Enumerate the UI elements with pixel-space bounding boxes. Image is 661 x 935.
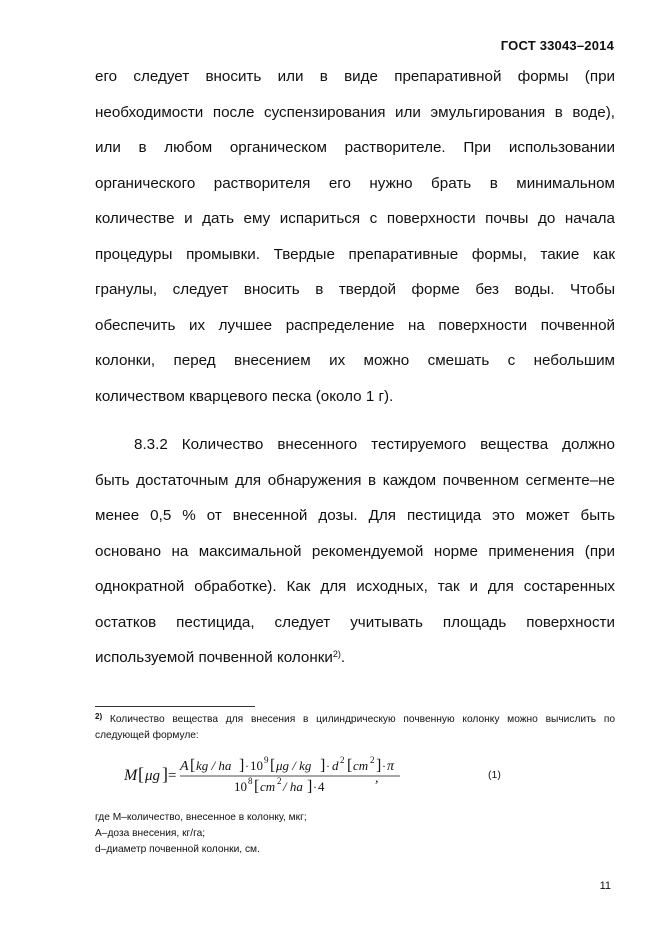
text-line: основано на максимальной рекомендуемой норме применения (при xyxy=(95,542,615,560)
legend-item: где M–количество, внесенное в колонку, мкг; xyxy=(95,812,307,823)
text-line: менее 0,5 % от внесенной дозы. Для пестицида это может быть xyxy=(95,507,615,524)
svg-text:π: π xyxy=(387,759,395,774)
text-line: однократной обработке). Как для исходных, так и для состаренных xyxy=(95,578,615,595)
svg-text:[: [ xyxy=(190,757,196,774)
svg-text:]: ] xyxy=(376,757,382,774)
svg-text:,: , xyxy=(375,771,379,786)
svg-text:·: · xyxy=(245,759,249,773)
svg-text:·: · xyxy=(382,759,386,773)
footnote-mark: 2) xyxy=(95,712,103,721)
svg-text:kg / ha: kg / ha xyxy=(196,758,232,773)
svg-text:[: [ xyxy=(254,778,260,795)
svg-text:8: 8 xyxy=(248,776,253,786)
text-line: его следует вносить или в виде препаративной формы (при xyxy=(95,68,615,85)
svg-text:]: ] xyxy=(239,757,245,774)
svg-text:cm: cm xyxy=(353,758,369,773)
svg-text:A: A xyxy=(180,759,189,774)
footnote-separator xyxy=(95,706,255,707)
text-line-last: используемой почвенной колонки$^{2)}$. xyxy=(95,649,346,666)
svg-text:·: · xyxy=(326,759,330,773)
svg-text:μg / kg: μg / kg xyxy=(276,758,312,773)
document-header: ГОСТ 33043–2014 xyxy=(500,38,614,53)
text-line: или в любом органическом растворителе. При использовании xyxy=(95,139,615,156)
footnote-text: Количество вещества для внесения в цилиндрическую почвенную колонку можно вычислить по xyxy=(109,714,615,725)
formula-graphic xyxy=(124,752,404,798)
footnote-reference[interactable]: 2) xyxy=(332,649,341,659)
footnote xyxy=(95,712,615,744)
footnote-line xyxy=(95,712,615,728)
svg-text:10: 10 xyxy=(234,779,247,794)
svg-text:2: 2 xyxy=(370,755,375,765)
text-line: органического растворителя его нужно брать в минимальном xyxy=(95,174,615,192)
formula-legend xyxy=(95,810,307,858)
formula-lhs-m: M xyxy=(124,767,138,784)
svg-text:]: ] xyxy=(307,778,313,795)
paragraph-application-form xyxy=(95,59,615,414)
text-line: остатков пестицида, следует учитывать площадь поверхности xyxy=(95,613,615,631)
text-line: количестве и дать ему испариться с поверхности почвы до начала xyxy=(95,210,615,227)
svg-text:[: [ xyxy=(347,757,353,774)
equation-number: (1) xyxy=(488,769,501,781)
svg-text:μg: μg xyxy=(145,768,161,784)
svg-text:d: d xyxy=(332,758,339,773)
text-line: гранулы, следует вносить в твердой форме без воды. Чтобы xyxy=(95,281,615,298)
svg-text:2: 2 xyxy=(277,776,282,786)
page-number: 11 xyxy=(599,880,611,892)
svg-text:/ ha: / ha xyxy=(283,779,303,794)
text-line: процедуры промывки. Твердые препаративные формы, такие как xyxy=(95,245,615,263)
legend-item: d–диаметр почвенной колонки, см. xyxy=(95,844,260,855)
svg-text:·: · xyxy=(313,780,317,794)
legend-item: A–доза внесения, кг/га; xyxy=(95,828,206,839)
svg-text:cm: cm xyxy=(260,779,276,794)
footnote-line: следующей формуле: xyxy=(95,730,199,741)
text-line-content: используемой почвенной колонки xyxy=(95,649,333,666)
formula xyxy=(124,752,404,798)
svg-text:9: 9 xyxy=(264,755,269,765)
svg-text:]: ] xyxy=(162,764,168,784)
text-line: 8.3.2 Количество внесенного тестируемого вещества должно xyxy=(134,436,615,453)
svg-text:2: 2 xyxy=(340,755,345,765)
text-line: колонки, перед внесением их можно смешать с небольшим xyxy=(95,352,615,369)
svg-text:]: ] xyxy=(320,757,326,774)
svg-text:[: [ xyxy=(270,757,276,774)
svg-text:4: 4 xyxy=(318,779,325,794)
paragraph-8-3-2 xyxy=(95,427,615,676)
text-line: обеспечить их лучшее распределение на поверхности почвенной xyxy=(95,316,615,334)
text-line: необходимости после суспензирования или эмульгирования в воде), xyxy=(95,103,615,121)
svg-text:[: [ xyxy=(138,764,144,784)
svg-text:=: = xyxy=(168,768,177,784)
svg-text:10: 10 xyxy=(250,758,263,773)
text-line: быть достаточным для обнаружения в каждом почвенном сегменте–не xyxy=(95,471,615,489)
text-line: количеством кварцевого песка (около 1 г). xyxy=(95,387,394,405)
